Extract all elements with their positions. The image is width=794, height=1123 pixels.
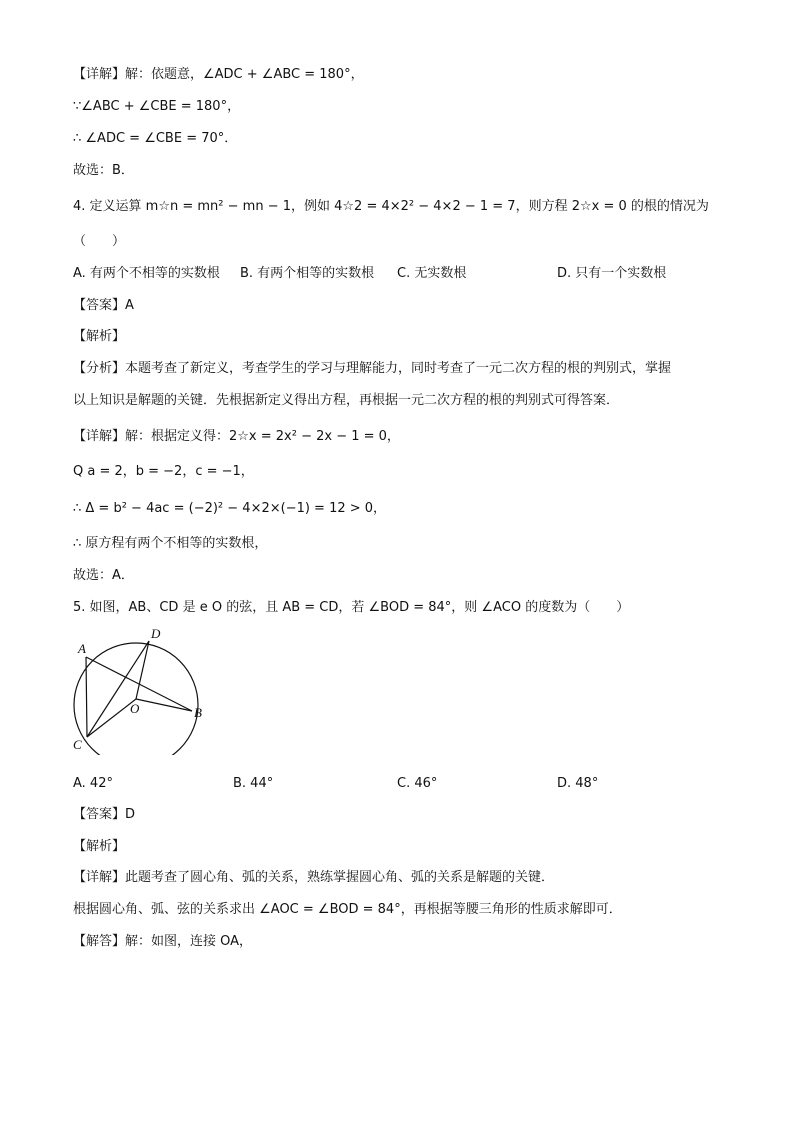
q4-detail-line-4: ∴ 原方程有两个不相等的实数根， <box>73 536 268 551</box>
q5-detail-line-2: 根据圆心角、弧、弦的关系求出 ∠AOC = ∠BOD = 84°，再根据等腰三角形的性质求解即可． <box>73 902 622 917</box>
q4-analysis-head: 【解析】 <box>73 329 126 344</box>
circle-chord-figure <box>62 625 242 755</box>
q5-detail-line-1: 【详解】此题考查了圆心角、弧的关系，熟练掌握圆心角、弧的关系是解题的关键． <box>73 870 555 885</box>
q4-analysis-line-2: 以上知识是解题的关键．先根据新定义得出方程，再根据一元二次方程的根的判别式可得答案． <box>73 393 620 408</box>
segment-od <box>136 641 149 699</box>
segment-ob <box>136 699 192 711</box>
label-c: C <box>73 737 82 752</box>
q5-option-d: D. 48° <box>557 776 599 791</box>
segment-ac <box>86 657 87 737</box>
q4-detail-line-1: 【详解】解：根据定义得：2☆x = 2x² − 2x − 1 = 0， <box>73 429 400 444</box>
q4-stem: 4. 定义运算 m☆n = mn² − mn − 1，例如 4☆2 = 4×2² − 4×2 − 1 = 7，则方程 2☆x = 0 的根的情况为 <box>73 199 709 214</box>
q4-detail-line-3: ∴ Δ = b² − 4ac = (−2)² − 4×2×(−1) = 12 > 0， <box>73 501 387 516</box>
label-b: B <box>194 705 202 720</box>
q3-therefore-line: ∴ ∠ADC = ∠CBE = 70°． <box>73 131 238 146</box>
chord-cd <box>87 641 149 737</box>
q5-answer: 【答案】D <box>73 807 136 822</box>
q5-stem: 5. 如图，AB、CD 是 e O 的弦，且 AB = CD，若 ∠BOD = 84°，则 ∠ACO 的度数为（ ） <box>73 600 630 615</box>
q4-choice-line: 故选：A． <box>73 568 134 583</box>
label-o: O <box>130 701 140 716</box>
q3-detail-line: 【详解】解：依题意，∠ADC + ∠ABC = 180°， <box>73 67 364 82</box>
q4-detail-line-2: Q a = 2，b = −2，c = −1， <box>73 464 254 479</box>
label-a: A <box>78 641 86 656</box>
q4-paren: （ ） <box>73 234 126 249</box>
q5-option-c: C. 46° <box>397 776 438 791</box>
q3-because-line: ∵∠ABC + ∠CBE = 180°， <box>73 99 241 114</box>
q5-option-a: A. 42° <box>73 776 113 791</box>
q5-detail-line-3: 【解答】解：如图，连接 OA， <box>73 934 253 949</box>
q4-option-a: A. 有两个不相等的实数根 <box>73 266 220 281</box>
q4-option-c: C. 无实数根 <box>397 266 467 281</box>
segment-co <box>87 699 136 737</box>
q4-option-d: D. 只有一个实数根 <box>557 266 667 281</box>
label-d: D <box>151 626 161 641</box>
q3-choice-line: 故选：B． <box>73 163 134 178</box>
q4-answer: 【答案】A <box>73 298 134 313</box>
q4-analysis-line-1: 【分析】本题考查了新定义，考查学生的学习与理解能力，同时考查了一元二次方程的根的判别式，掌握 <box>73 361 672 376</box>
q5-option-b: B. 44° <box>233 776 274 791</box>
q5-analysis-head: 【解析】 <box>73 839 126 854</box>
q4-option-b: B. 有两个相等的实数根 <box>240 266 375 281</box>
